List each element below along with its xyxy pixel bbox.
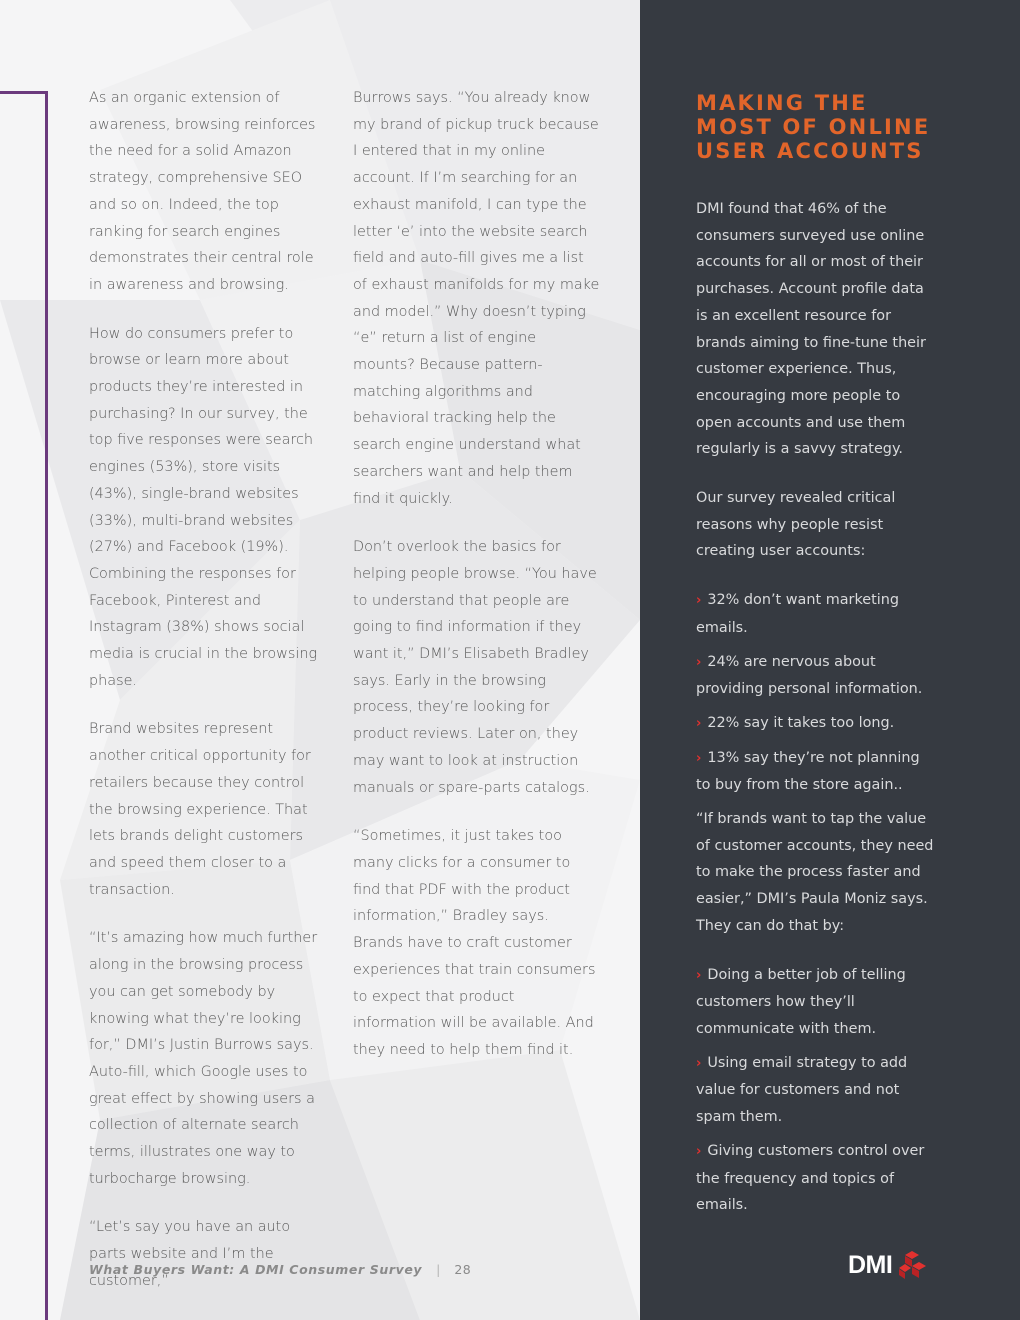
sidebar-survey-intro: Our survey revealed critical reasons why people resist creating user accounts: bbox=[696, 490, 896, 560]
chevron-right-icon: › bbox=[696, 1055, 702, 1071]
logo-text: DMI bbox=[848, 1250, 893, 1279]
paragraph: Don’t overlook the basics for helping people browse. “You have to understand that people are going to find information if they want it,” DMI’s Elisabeth Bradley says. Early in the browsing process, they’re looking for product reviews. Later on, they may want to look at instruction manuals or spare-parts catalogs. bbox=[353, 539, 597, 796]
list-item: › 32% don’t want marketing emails. bbox=[696, 592, 900, 636]
chevron-right-icon: › bbox=[696, 593, 702, 609]
tips-list bbox=[696, 962, 936, 1219]
list-item: › Doing a better job of telling customers how they’ll communicate with them. bbox=[696, 966, 906, 1037]
list-item: › 24% are nervous about providing personal information. bbox=[696, 653, 923, 698]
dmi-logo bbox=[848, 1250, 927, 1280]
list-item: › 22% say it takes too long. bbox=[696, 714, 895, 731]
paragraph: How do consumers prefer to browse or learn more about products they’re interested in purchasing? In our survey, the top five responses were search engines (53%), store visits (43%), single-brand websites (33%), multi-brand websites (27%) and Facebook (19%). Combining the responses for Facebook, Pinterest and Instagram (38%) shows social media is crucial in the browsing phase. bbox=[89, 325, 318, 689]
footer-separator: | bbox=[436, 1262, 441, 1277]
page-number: 28 bbox=[454, 1262, 472, 1277]
body-column-2 bbox=[353, 85, 601, 1086]
list-item: › Using email strategy to add value for customers and not spam them. bbox=[696, 1054, 908, 1126]
chevron-right-icon: › bbox=[696, 715, 702, 731]
purple-margin-rule bbox=[0, 91, 48, 1320]
list-item: › Giving customers control over the frequency and topics of emails. bbox=[696, 1142, 925, 1214]
logo-mark-icon bbox=[897, 1250, 927, 1280]
reasons-list bbox=[696, 587, 936, 799]
list-item: › 13% say they’re not planning to buy from the store again.. bbox=[696, 749, 920, 794]
paragraph: As an organic extension of awareness, browsing reinforces the need for a solid Amazon strategy, comprehensive SEO and so on. Indeed, the top ranking for search engines demonstrates their central role in awareness and browsing. bbox=[89, 90, 316, 293]
sidebar-title bbox=[696, 91, 996, 163]
paragraph: “Sometimes, it just takes too many clicks for a consumer to find that PDF with the product information,” Bradley says. Brands have to craft customer experiences that train consumers to expect that product information will be available. And they need to help them find it. bbox=[353, 828, 596, 1058]
chevron-right-icon: › bbox=[696, 967, 702, 983]
chevron-right-icon: › bbox=[696, 750, 702, 766]
sidebar-title-line: USER ACCOUNTS bbox=[696, 139, 924, 163]
body-column-1 bbox=[89, 85, 331, 1317]
sidebar-intro: DMI found that 46% of the consumers surveyed use online accounts for all or most of their purchases. Account profile data is an excellent resource for brands aiming to fine-tune their customer experience. Thus, encouraging more people to open accounts and use them regularly is a savvy strategy. bbox=[696, 201, 926, 458]
chevron-right-icon: › bbox=[696, 1143, 702, 1159]
paragraph: “It’s amazing how much further along in the browsing process you can get somebody by knowing what they’re looking for,” DMI’s Justin Burrows says. Auto-fill, which Google uses to great effect by showing users a collection of alternate search terms, illustrates one way to turbocharge browsing. bbox=[89, 930, 318, 1187]
paragraph: “Let’s say you have an auto parts website and I’m the customer,” bbox=[89, 1219, 291, 1289]
page-footer bbox=[89, 1262, 471, 1277]
sidebar-title-line: MAKING THE bbox=[696, 91, 868, 115]
sidebar-quote: “If brands want to tap the value of customer accounts, they need to make the process faster and easier,” DMI’s Paula Moniz says. They can do that by: bbox=[696, 811, 934, 934]
paragraph: Burrows says. “You already know my brand of pickup truck because I entered that in my online account. If I’m searching for an exhaust manifold, I can type the letter ‘e’ into the website search field and auto-fill gives me a list of exhaust manifolds for my make and model.” Why doesn’t typing “e” return a list of engine mounts? Because pattern-matching algorithms and behavioral tracking help the search engine understand what searchers want and help them find it quickly. bbox=[353, 90, 600, 507]
footer-title: What Buyers Want: A DMI Consumer Survey bbox=[89, 1262, 423, 1277]
chevron-right-icon: › bbox=[696, 654, 702, 670]
sidebar-title-line: MOST OF ONLINE bbox=[696, 115, 931, 139]
sidebar-body bbox=[696, 196, 936, 1241]
paragraph: Brand websites represent another critical opportunity for retailers because they control the browsing experience. That lets brands delight customers and speed them closer to a transaction. bbox=[89, 721, 311, 898]
sidebar-panel bbox=[640, 0, 1020, 1320]
